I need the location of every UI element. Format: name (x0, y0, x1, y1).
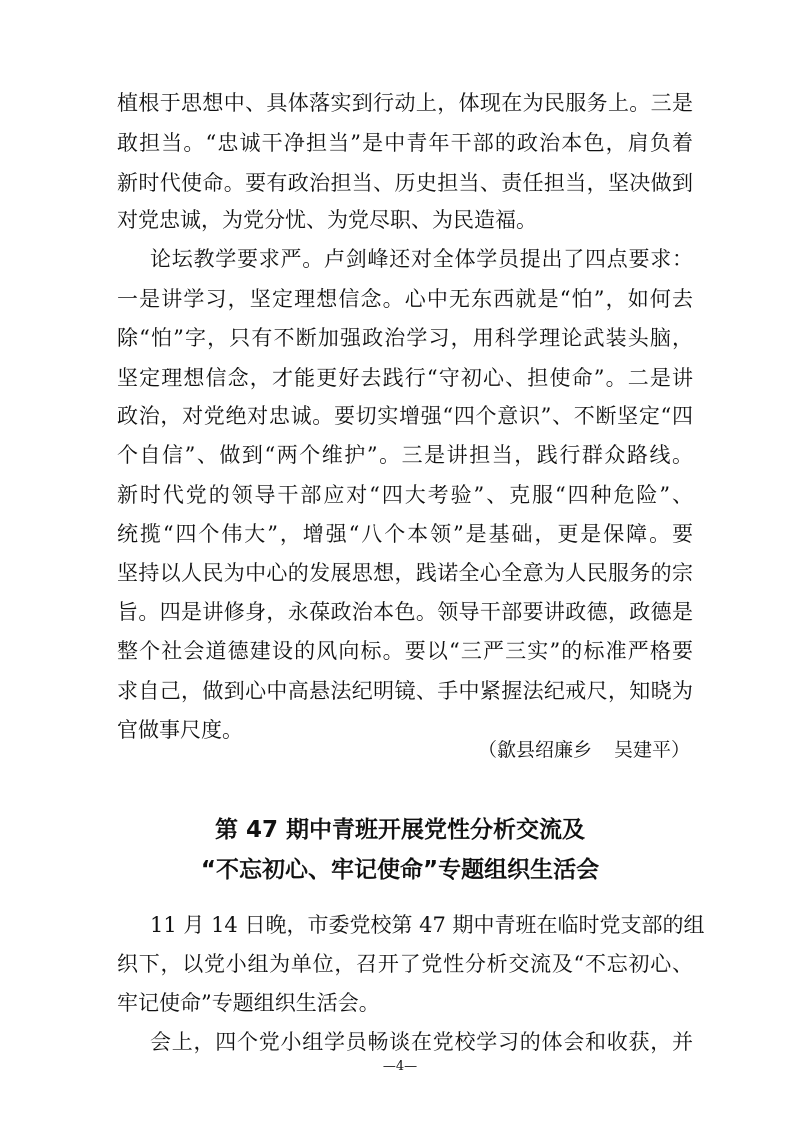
article1-line-15: 整个社会道德建设的风向标。要以“三严三实”的标准严格要 (117, 639, 693, 663)
article1-line-14: 旨。四是讲修身，永葆政治本色。领导干部要讲政德，政德是 (117, 600, 693, 624)
article2-title-line-1: 第 47 期中青班开展党性分析交流及 (214, 817, 586, 843)
article1-line-17: 官做事尺度。 (117, 718, 243, 742)
page-number: —4— (382, 1059, 418, 1074)
article1-line-4: 对党忠诚，为党分忧、为党尽职、为民造福。 (117, 208, 537, 232)
article1-line-7: 除“怕”字，只有不断加强政治学习，用科学理论武装头脑， (117, 326, 693, 350)
article1-line-11: 新时代党的领导干部应对“四大考验”、克服“四种危险”、 (117, 483, 693, 507)
article2-title-line-2: “不忘初心、牢记使命”专题组织生活会 (200, 857, 600, 883)
article1-line-2: 敢担当。“忠诚干净担当”是中青年干部的政治本色，肩负着 (117, 131, 693, 155)
article2-line-4: 会上，四个党小组学员畅谈在党校学习的体会和收获，并 (150, 1030, 693, 1054)
signature-org: （歙县绍廉乡 (477, 739, 592, 761)
article1-line-3: 新时代使命。要有政治担当、历史担当、责任担当，坚决做到 (117, 171, 693, 195)
article2-line-2: 织下，以党小组为单位，召开了党性分析交流及“不忘初心、 (117, 952, 693, 976)
signature-name: 吴建平） (613, 739, 690, 761)
article1-line-12: 统揽“四个伟大”，增强“八个本领”是基础，更是保障。要 (117, 522, 693, 546)
article2-line-1: 11 月 14 日晚，市委党校第 47 期中青班在临时党支部的组 (150, 913, 705, 937)
article1-signature (478, 735, 690, 765)
article1-line-16: 求自己，做到心中高悬法纪明镜、手中紧握法纪戒尺，知晓为 (117, 679, 693, 703)
article1-line-1: 植根于思想中、具体落实到行动上，体现在为民服务上。三是 (117, 91, 693, 115)
article1-line-5: 论坛教学要求严。卢剑峰还对全体学员提出了四点要求： (150, 247, 693, 271)
article1-line-8: 坚定理想信念，才能更好去践行“守初心、担使命”。二是讲 (117, 366, 693, 390)
article1-line-6: 一是讲学习，坚定理想信念。心中无东西就是“怕”，如何去 (117, 287, 693, 311)
article1-line-10: 个自信”、做到“两个维护”。三是讲担当，践行群众路线。 (117, 443, 693, 467)
article1-line-9: 政治，对党绝对忠诚。要切实增强“四个意识”、不断坚定“四 (117, 404, 693, 428)
article2-line-3: 牢记使命”专题组织生活会。 (117, 991, 380, 1015)
article1-line-13: 坚持以人民为中心的发展思想，践诺全心全意为人民服务的宗 (117, 561, 693, 585)
